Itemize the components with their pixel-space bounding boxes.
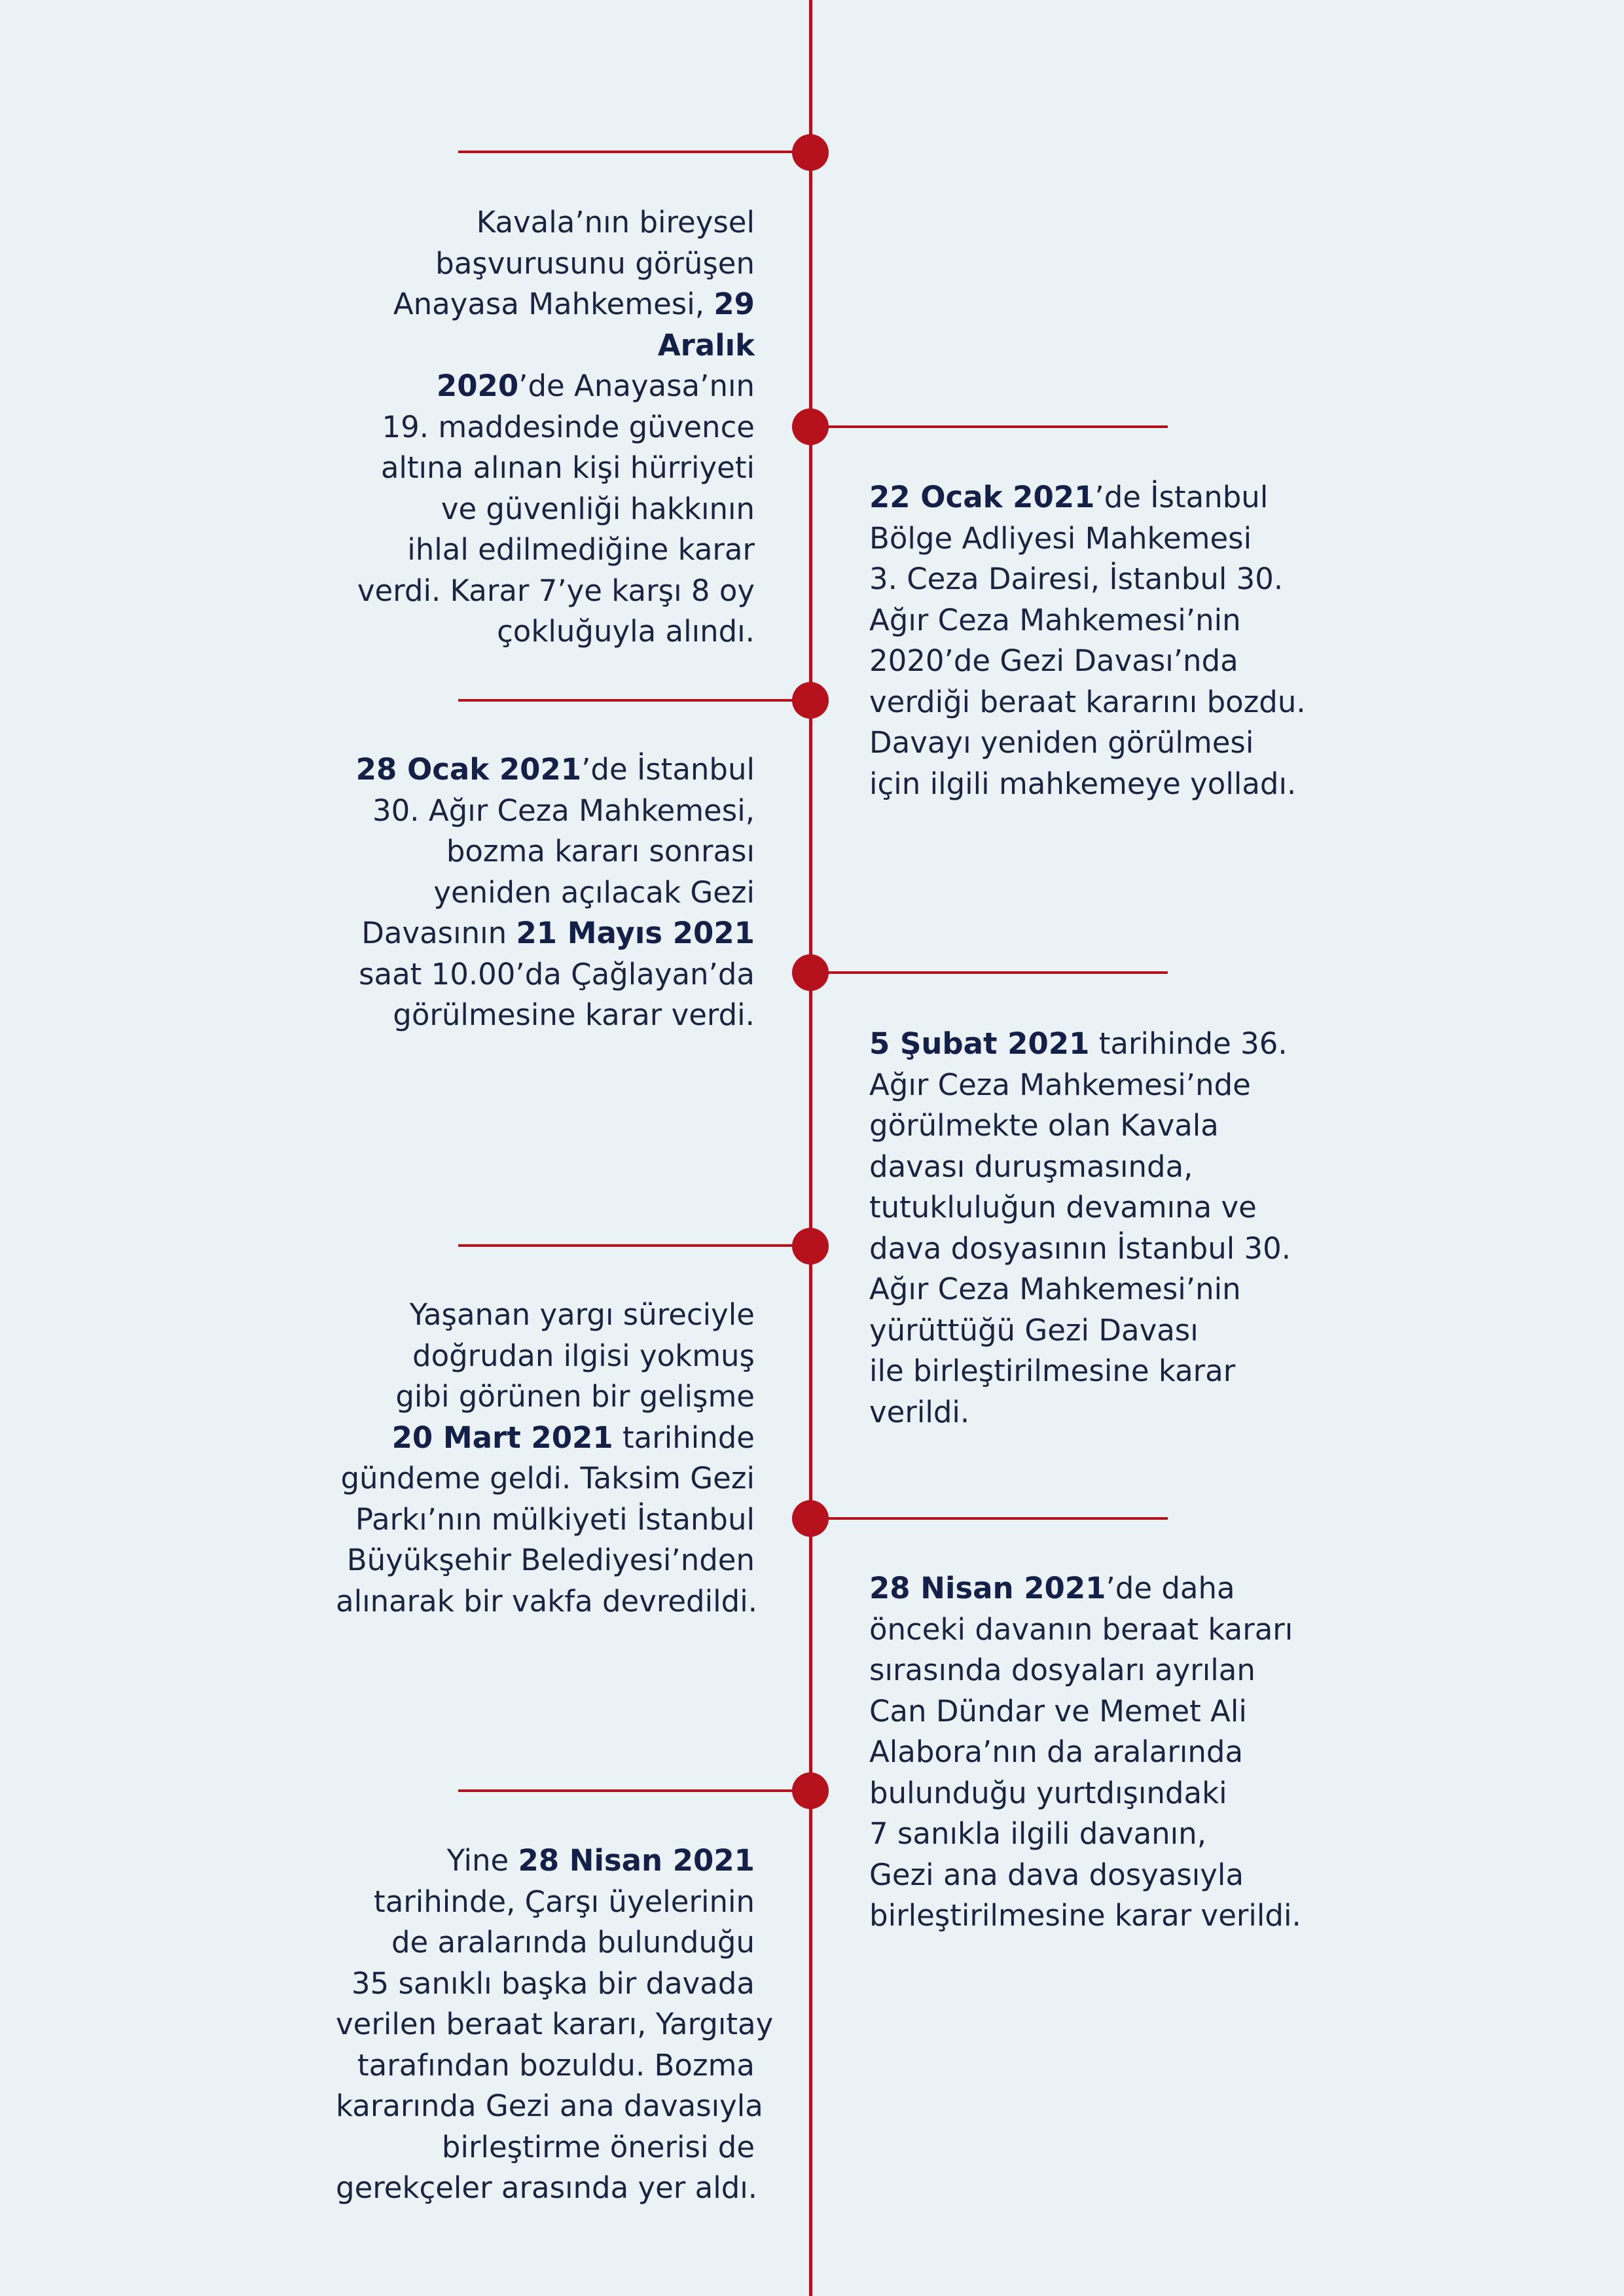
event-text: ’de daha önceki davanın beraat kararı sırasında dosyaları ayrılan Can Dündar ve Memet Ali Alabora’nın da aralarında bulunduğu yurtdışındaki 7 sanıkla ilgili davanın, Gezi ana dava dosyasıyla birleştirilmesine karar verildi.: [869, 1571, 1301, 1933]
event-date: 28 Ocak 2021: [355, 752, 582, 787]
event-text: saat 10.00’da Çağlayan’da görülmesine karar verdi.: [359, 956, 755, 1032]
timeline-marker: [792, 408, 829, 445]
event-date: 28 Nisan 2021: [518, 1843, 755, 1878]
connector-line: [810, 1517, 1168, 1520]
event-text: ’de İstanbul Bölge Adliyesi Mahkemesi 3. Ceza Dairesi, İstanbul 30. Ağır Ceza Mahkemesi’nin 2020’de Gezi Davası’nda verdiği beraat kararını bozdu. Davayı yeniden görülmesi için ilgili mahkemeye yolladı.: [869, 480, 1306, 801]
event-text: tarihinde gündeme geldi. Taksim Gezi Parkı’nın mülkiyeti İstanbul Büyükşehir Belediyesi’nden alınarak bir vakfa devredildi.: [336, 1420, 757, 1619]
timeline-marker: [792, 954, 829, 991]
timeline-event-2021-04-28: [869, 1568, 1341, 1937]
event-date: 28 Nisan 2021: [869, 1571, 1106, 1605]
connector-line: [458, 1244, 812, 1247]
event-date: 29 Aralık 2020: [436, 287, 755, 403]
event-text: Yaşanan yargı süreciyle doğrudan ilgisi yokmuş gibi görünen bir gelişme: [395, 1297, 755, 1414]
timeline-spine: [809, 0, 812, 2296]
timeline-event-2021-01-22: [869, 477, 1341, 804]
connector-line: [458, 1789, 812, 1792]
event-text: ’de İstanbul 30. Ağır Ceza Mahkemesi, bozma kararı sonrası yeniden açılacak Gezi Davasının: [361, 752, 755, 950]
timeline-marker: [792, 682, 829, 719]
timeline-event-2021-03-20: [336, 1295, 755, 1622]
timeline-event-2021-02-05: [869, 1024, 1341, 1433]
connector-line: [458, 699, 812, 702]
timeline-event-2021-04-28-carsi: [336, 1840, 774, 2209]
connector-line: [810, 425, 1168, 428]
event-text: ’de Anayasa’nın 19. maddesinde güvence altına alınan kişi hürriyeti ve güvenliği hakkının ihlal edilmediğine karar verdi. Karar 7’ye karşı 8 oy çokluğuyla alındı.: [357, 368, 755, 649]
event-date: 22 Ocak 2021: [869, 480, 1095, 514]
timeline-marker: [792, 1228, 829, 1265]
connector-line: [458, 151, 812, 153]
connector-line: [810, 971, 1168, 974]
timeline-marker: [792, 134, 829, 171]
event-date: 21 Mayıs 2021: [516, 916, 755, 950]
timeline-event-2021-01-28: [336, 749, 755, 1036]
timeline-spine-top: [809, 0, 812, 98]
event-text: tarihinde 36. Ağır Ceza Mahkemesi’nde görülmekte olan Kavala davası duruşmasında, tutukluluğun devamına ve dava dosyasının İstanbul 30. Ağır Ceza Mahkemesi’nin yürüttüğü Gezi Davası ile birleştirilmesine karar verildi.: [869, 1026, 1291, 1429]
event-date: 5 Şubat 2021: [869, 1026, 1090, 1061]
event-text: Yine: [446, 1843, 518, 1878]
event-date: 20 Mart 2021: [391, 1420, 613, 1455]
event-text: Kavala’nın bireysel başvurusunu görüşen Anayasa Mahkemesi,: [393, 205, 755, 321]
timeline-marker: [792, 1500, 829, 1537]
timeline-event-2020-12-29: [336, 202, 755, 653]
timeline-marker: [792, 1772, 829, 1809]
event-text: tarihinde, Çarşı üyelerinin de aralarında bulunduğu 35 sanıklı başka bir davada verilen beraat kararı, Yargıtay tarafından bozuldu. Bozma kararında Gezi ana davasıyla birleştirme önerisi de gerekçeler arasında yer aldı.: [336, 1884, 774, 2205]
